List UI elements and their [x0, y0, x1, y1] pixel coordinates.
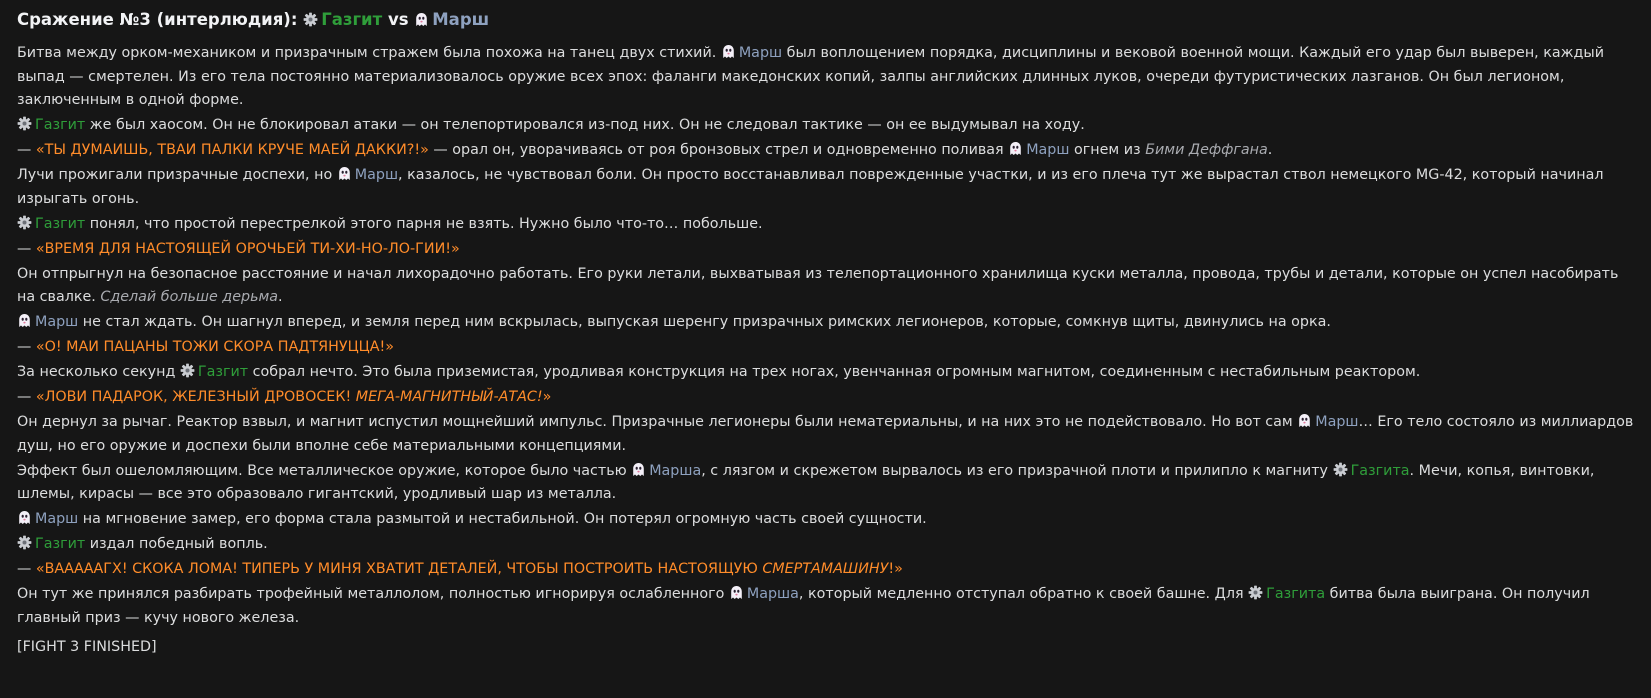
dash: —: [17, 561, 36, 577]
text: Эффект был ошеломляющим. Все металлическое оружие, которое было частью: [17, 462, 632, 479]
text: собрал нечто. Это была приземистая, уродливая конструкция на трех ногах, увенчанная огромным магнитом, соединенным с нестабильным реактором.: [248, 364, 1421, 380]
paragraph-2: [17, 114, 1635, 138]
ghost-icon: [1297, 413, 1312, 428]
ghost-name: Марша: [649, 462, 702, 479]
ghost-icon: [721, 44, 736, 59]
orc-shout: «О! МАИ ПАЦАНЫ ТОЖИ СКОРА ПАДТЯНУЦЦА!»: [35, 339, 395, 355]
italic-text: Сделай больше дерьма: [100, 289, 279, 305]
text: битва была выиграна. Он получил главный приз — кучу нового железа.: [17, 586, 1590, 626]
weapon-name: Бими Деффгана: [1145, 142, 1268, 158]
paragraph-12: [17, 411, 1635, 458]
shout-end: »: [542, 389, 552, 405]
orc-shout: «ТЫ ДУМАИШЬ, ТВАИ ПАЛКИ КРУЧЕ МАЕЙ ДАККИ?!»: [35, 142, 429, 158]
gear-icon: [17, 215, 32, 230]
text: За несколько секунд: [17, 364, 180, 380]
gear-icon: [180, 363, 195, 378]
paragraph-1: [17, 42, 1635, 113]
paragraph-17: [17, 583, 1635, 630]
orc-shout: [36, 561, 903, 577]
paragraph-11: [17, 386, 1635, 410]
dash: —: [17, 389, 36, 405]
text: не стал ждать. Он шагнул вперед, и земля перед ним вскрылась, выпуская шеренгу призрачных римских легионеров, которые, сомкнув щиты, двинулись на орка.: [78, 314, 1331, 330]
shout-italic: МЕГА-МАГНИТНЫЙ-АТАС!: [355, 389, 543, 405]
orc-shout: «ВРЕМЯ ДЛЯ НАСТОЯЩЕЙ ОРОЧЬЕЙ ТИ-ХИ-НО-ЛО-ГИИ!»: [35, 240, 460, 257]
shout-text: «ЛОВИ ПАДАРОК, ЖЕЛЕЗНЫЙ ДРОВОСЕК!: [35, 389, 356, 405]
dash: —: [17, 339, 36, 355]
text: же был хаосом. Он не блокировал атаки — он телепортировался из-под них. Он не следовал тактике — он ее выдумывал на ходу.: [85, 117, 1085, 133]
paragraph-10: [17, 361, 1635, 385]
text: был воплощением порядка, дисциплины и вековой военной мощи. Каждый его удар был выверен, каждый выпад — смертелен. Из его тела постоянно материализовалось оружие всех эпох: фаланги македонских копий, залпы английских длинных луков, очереди футуристических лазганов. Он был легионом, заключенным в одной форме.: [17, 45, 1605, 108]
dash: —: [17, 240, 36, 257]
paragraph-14: [17, 508, 1635, 532]
gear-icon: [1248, 585, 1263, 600]
paragraph-13: [17, 460, 1635, 507]
text: , с лязгом и скрежетом вырвалось из его призрачной плоти и прилипло к магниту: [701, 462, 1333, 479]
title-ghost-name: Марш: [432, 10, 490, 29]
text: на мгновение замер, его форма стала размытой и нестабильной. Он потерял огромную часть своей сущности.: [78, 511, 927, 527]
paragraph-16: [17, 558, 1635, 582]
paragraph-4: [17, 164, 1635, 211]
ghost-name: Марш: [1315, 414, 1359, 430]
orc-shout: [36, 389, 552, 405]
ghost-name: Марш: [35, 511, 79, 527]
text: … Его тело состояло из миллиардов душ, но его оружие и доспехи были вполне себе материальными концепциями.: [17, 414, 1634, 454]
gear-icon: [1333, 462, 1348, 477]
ghost-icon: [17, 510, 32, 525]
text: огнем из: [1069, 142, 1146, 158]
shout-end: !»: [888, 561, 903, 577]
gear-icon: [303, 12, 318, 27]
ghost-icon: [414, 12, 429, 27]
paragraph-6: [17, 238, 1635, 262]
orc-name: Газгит: [35, 117, 86, 133]
gear-icon: [17, 535, 32, 550]
orc-name: Газгита: [1350, 462, 1410, 479]
text: понял, что простой перестрелкой этого парня не взять. Нужно было что-то… побольше.: [85, 215, 763, 232]
ghost-name: Марш: [1026, 142, 1070, 158]
text: .: [278, 289, 283, 305]
ghost-icon: [17, 313, 32, 328]
title-vs: vs: [387, 10, 409, 29]
text: , казалось, не чувствовал боли. Он просто восстанавливал поврежденные участки, и из его плеча тут же вырастал ствол немецкого MG-42, который начинал изрыгать огонь.: [17, 167, 1604, 207]
text: Лучи прожигали призрачные доспехи, но: [17, 167, 337, 183]
ghost-name: Марш: [354, 167, 399, 183]
paragraph-15: [17, 533, 1635, 557]
ghost-icon: [1008, 141, 1023, 156]
orc-name: Газгит: [35, 215, 86, 232]
ghost-name: Марш: [738, 45, 783, 61]
paragraph-9: [17, 336, 1635, 360]
text: . Мечи, копья, винтовки, шлемы, кирасы — все это образовало гигантский, уродливый шар из металла.: [17, 462, 1595, 502]
ghost-name: Марша: [746, 586, 799, 602]
dash: —: [17, 142, 36, 158]
text: — орал он, уворачиваясь от роя бронзовых стрел и одновременно поливая: [428, 142, 1009, 158]
title-prefix: Сражение №3 (интерлюдия):: [17, 10, 298, 29]
paragraph-5: [17, 213, 1635, 237]
text: Он отпрыгнул на безопасное расстояние и начал лихорадочно работать. Его руки летали, выхватывая из телепортационного хранилища куски металла, провода, трубы и детали, которые он успел насобирать на свалке.: [17, 265, 1619, 305]
title-orc-name: Газгит: [321, 10, 383, 29]
text: , который медленно отступал обратно к своей башне. Для: [798, 586, 1249, 602]
text: Битва между орком-механиком и призрачным стражем была похожа на танец двух стихий.: [17, 45, 721, 61]
shout-italic: СМЕРТАМАШИНУ: [762, 561, 889, 577]
gear-icon: [17, 116, 32, 131]
shout-text: «ВАААААГХ! СКОКА ЛОМА! ТИПЕРЬ У МИНЯ ХВАТИТ ДЕТАЛЕЙ, ЧТОБЫ ПОСТРОИТЬ НАСТОЯЩУЮ: [35, 561, 763, 577]
fight-finished-footer: [FIGHT 3 FINISHED]: [17, 639, 157, 655]
orc-name: Газгита: [1266, 586, 1326, 602]
text: Он тут же принялся разбирать трофейный металлолом, полностью игнорируя ослабленного: [17, 586, 729, 602]
paragraph-8: [17, 311, 1635, 335]
orc-name: Газгит: [35, 536, 86, 552]
ghost-icon: [729, 585, 744, 600]
ghost-name: Марш: [35, 314, 79, 330]
text: издал победный вопль.: [85, 536, 268, 552]
fight-title: [17, 7, 1635, 33]
orc-name: Газгит: [197, 364, 249, 380]
ghost-icon: [631, 462, 646, 477]
ghost-icon: [337, 166, 352, 181]
text: Он дернул за рычаг. Реактор взвыл, и магнит испустил мощнейший импульс. Призрачные легионеры были нематериальны, и на них это не подействовало. Но вот сам: [17, 414, 1298, 430]
paragraph-7: [17, 263, 1635, 310]
text: .: [1267, 142, 1273, 158]
paragraph-3: [17, 139, 1635, 163]
